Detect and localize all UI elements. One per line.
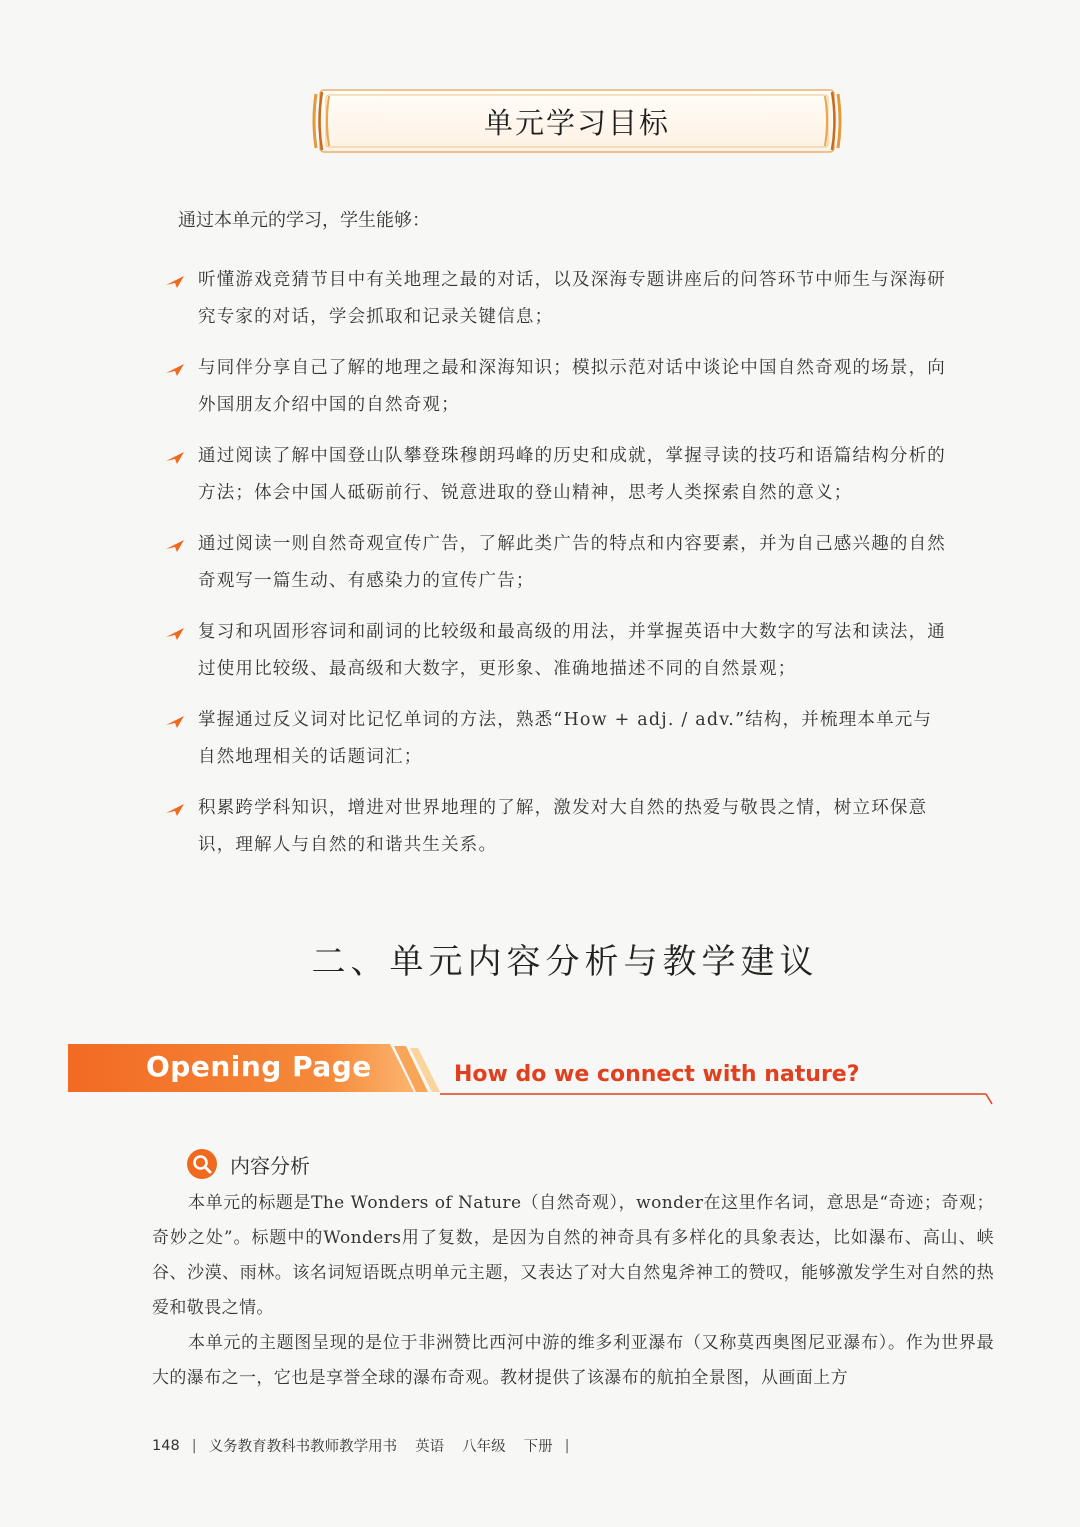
objective-item <box>160 438 950 512</box>
page-footer <box>152 1435 581 1456</box>
content-analysis-title: 内容分析 <box>230 1153 310 1178</box>
grade: 八年级 <box>462 1439 506 1455</box>
objective-item <box>160 350 950 424</box>
analysis-paragraph: 本单元的标题是The Wonders of Nature（自然奇观），wonder在这里作名词，意思是“奇迹；奇观；奇妙之处”。标题中的Wonders用了复数，是因为自然的神奇具有多样化的具象表达，比如瀑布、高山、峡谷、沙漠、雨林。该名词短语既点明单元主题，又表达了对大自然鬼斧神工的赞叹，能够激发学生对自然的热爱和敬畏之情。 <box>152 1193 994 1318</box>
objective-item <box>160 702 950 776</box>
magnifier-icon <box>186 1148 218 1180</box>
subject: 英语 <box>415 1439 445 1455</box>
objective-item <box>160 262 950 336</box>
objective-text: 复习和巩固形容词和副词的比较级和最高级的用法，并掌握英语中大数字的写法和读法，通过使用比较级、最高级和大数字，更形象、准确地描述不同的自然景观； <box>198 622 946 679</box>
opening-page-header <box>68 1042 998 1112</box>
banner-title: 单元学习目标 <box>483 105 670 140</box>
arrow-bullet-icon <box>166 715 186 729</box>
unit-goals-banner <box>312 86 842 156</box>
objective-item <box>160 526 950 600</box>
content-analysis-body <box>152 1186 994 1396</box>
book-title: 义务教育教科书教师教学用书 <box>208 1439 398 1455</box>
arrow-bullet-icon <box>166 275 186 289</box>
arrow-bullet-icon <box>166 451 186 465</box>
objective-text: 与同伴分享自己了解的地理之最和深海知识；模拟示范对话中谈论中国自然奇观的场景，向外国朋友介绍中国的自然奇观； <box>198 358 946 415</box>
section-title: 二、单元内容分析与教学建议 <box>311 942 819 982</box>
objective-item <box>160 790 950 864</box>
objective-text: 通过阅读一则自然奇观宣传广告，了解此类广告的特点和内容要素，并为自己感兴趣的自然奇观写一篇生动、有感染力的宣传广告； <box>198 534 946 591</box>
volume: 下册 <box>523 1439 553 1455</box>
page-number: 148 <box>152 1437 180 1454</box>
intro-text: 通过本单元的学习，学生能够： <box>178 210 430 231</box>
arrow-bullet-icon <box>166 803 186 817</box>
objective-text: 听懂游戏竞猜节目中有关地理之最的对话，以及深海专题讲座后的问答环节中师生与深海研究专家的对话，学会抓取和记录关键信息； <box>198 270 946 327</box>
objective-text: 通过阅读了解中国登山队攀登珠穆朗玛峰的历史和成就，掌握寻读的技巧和语篇结构分析的方法；体会中国人砥砺前行、锐意进取的登山精神，思考人类探索自然的意义； <box>198 446 946 503</box>
opening-page-label: Opening Page <box>146 1050 372 1083</box>
footer-separator: | <box>191 1437 197 1454</box>
arrow-bullet-icon <box>166 539 186 553</box>
objective-item <box>160 614 950 688</box>
footer-separator: | <box>564 1437 570 1454</box>
analysis-paragraph: 本单元的主题图呈现的是位于非洲赞比西河中游的维多利亚瀑布（又称莫西奥图尼亚瀑布）。作为世界最大的瀑布之一，它也是享誉全球的瀑布奇观。教材提供了该瀑布的航拍全景图，从画面上方 <box>152 1333 994 1388</box>
opening-question: How do we connect with nature? <box>454 1062 860 1087</box>
objectives-list <box>160 262 950 878</box>
objective-text: 积累跨学科知识，增进对世界地理的了解，激发对大自然的热爱与敬畏之情，树立环保意识，理解人与自然的和谐共生关系。 <box>198 798 928 855</box>
arrow-bullet-icon <box>166 363 186 377</box>
objective-text: 掌握通过反义词对比记忆单词的方法，熟悉“How + adj. / adv.”结构，并梳理本单元与自然地理相关的话题词汇； <box>198 710 933 767</box>
arrow-bullet-icon <box>166 627 186 641</box>
content-analysis-heading <box>186 1148 310 1180</box>
